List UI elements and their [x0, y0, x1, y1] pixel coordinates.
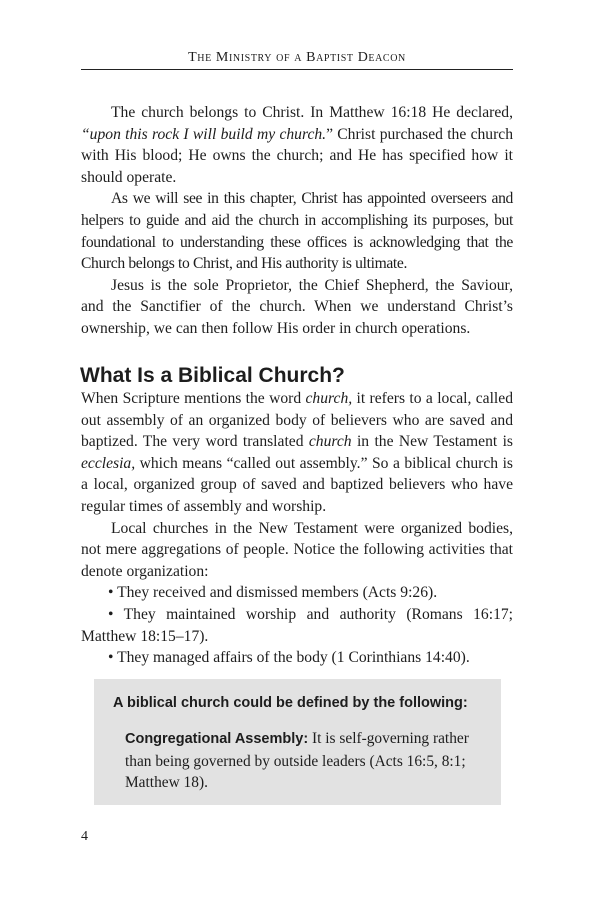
bullet-item-2: • They maintained worship and authority (Romans 16:17; Matthew 18:15–17). [81, 605, 513, 645]
intro-p1-before: The church belongs to Christ. In Matthew 16:18 He declared, [111, 104, 513, 121]
header-rule [81, 69, 513, 70]
section-heading: What Is a Biblical Church? [80, 364, 345, 387]
intro-paragraph-2: As we will see in this chapter, Christ has appointed overseers and helpers to guide and aid the church in accomplishing its purposes, but foundational to understanding these offices is acknowledging that the Church belongs to Christ, and His authority is ultimate. [81, 190, 513, 273]
callout-definition [125, 728, 485, 794]
running-head-title: The Ministry of a Baptist Deacon [188, 50, 406, 65]
callout-text: It is self-governing rather than being governed by outside leaders (Acts 16:5, 8:1; Matthew 18). [125, 730, 469, 791]
bullet-item-1: • They received and dismissed members (Acts 9:26). [108, 584, 438, 602]
section-p1-c: in the New Testament is [351, 433, 513, 451]
callout-term: Congregational Assembly: [125, 731, 309, 747]
section-p1-b: it refers to a local, called out assembly of an organized body of believers who are saved and baptized. The very word translated [81, 390, 513, 451]
section-p1-a: When Scripture mentions the word [81, 390, 306, 407]
intro-text [81, 102, 513, 340]
section-paragraph-2: Local churches in the New Testament were organized bodies, not mere aggregations of people. Notice the following activities that denote organization: [81, 519, 513, 580]
bullet-item-3: • They managed affairs of the body (1 Corinthians 14:40). [108, 649, 470, 667]
term-church-2: church [308, 433, 352, 451]
intro-paragraph-3: Jesus is the sole Proprietor, the Chief Shepherd, the Saviour, and the Sanctifier of the church. When we understand Christ’s ownership, we can then follow His order in church operations. [81, 276, 513, 337]
section-p1-d: which means “called out assembly.” So a biblical church is a local, organized group of saved and baptized believers who have regular times of assembly and worship. [81, 454, 513, 515]
intro-p1-after: ” Christ purchased the church with His blood; He owns the church; and He has specified how it should operate. [81, 125, 513, 186]
term-ecclesia: ecclesia, [81, 454, 136, 472]
intro-paragraph-1 [81, 102, 513, 188]
section-paragraph-1 [81, 388, 513, 518]
page-number: 4 [81, 829, 88, 844]
term-church-1: church, [305, 390, 353, 407]
callout-intro: A biblical church could be defined by the following: [113, 695, 468, 711]
intro-p1-quote: “upon this rock I will build my church. [81, 125, 327, 143]
section-text [81, 388, 513, 669]
definition-callout-box [94, 679, 501, 805]
